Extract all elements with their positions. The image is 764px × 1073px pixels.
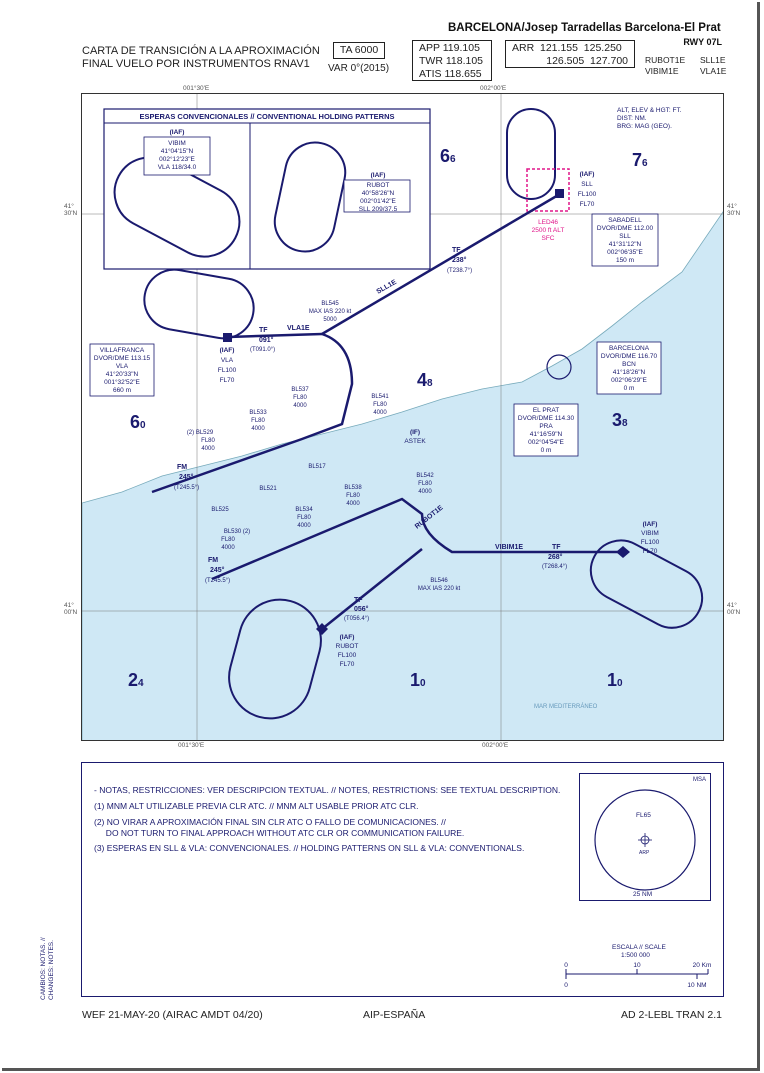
note-2: (2) NO VIRAR A APROXIMACIÓN FINAL SIN CLR ATC O FALLO DE COMUNICACIONES. //	[94, 817, 446, 827]
svg-text:056°: 056°	[354, 606, 369, 613]
sector-alt-5: 38	[612, 410, 628, 430]
svg-text:41°18'26"N: 41°18'26"N	[612, 369, 646, 376]
notes-panel	[81, 762, 724, 997]
svg-text:20 Km: 20 Km	[692, 962, 712, 969]
sector-alt-1: 66	[440, 146, 456, 166]
svg-text:(T056.4°): (T056.4°)	[344, 616, 370, 622]
scale-bar	[562, 959, 712, 989]
note-3: (3) ESPERAS EN SLL & VLA: CONVENCIONALES. // HOLDING PATTERNS ON SLL & VLA: CONVENTIONALS.	[94, 843, 525, 853]
frequency-box-right	[505, 40, 635, 68]
svg-text:(IAF): (IAF)	[339, 634, 355, 641]
svg-text:41°16'59"N: 41°16'59"N	[529, 431, 563, 438]
changes-note-es: CAMBIOS: NOTAS. //	[40, 937, 47, 1000]
svg-text:VIBIM: VIBIM	[641, 530, 659, 537]
svg-text:FL100: FL100	[640, 539, 660, 546]
svg-text:2500 ft ALT: 2500 ft ALT	[531, 227, 565, 234]
svg-text:DVOR/DME 116.70: DVOR/DME 116.70	[600, 353, 658, 360]
svg-text:VIBIM1E: VIBIM1E	[495, 544, 524, 551]
svg-text:ASTEK: ASTEK	[404, 438, 426, 445]
svg-text:660 m: 660 m	[112, 387, 132, 394]
svg-text:VIBIM: VIBIM	[168, 140, 186, 147]
svg-text:FL70: FL70	[339, 661, 355, 668]
svg-text:BL533: BL533	[249, 410, 267, 416]
svg-text:4000: 4000	[373, 410, 387, 416]
svg-text:FL80: FL80	[346, 493, 360, 499]
app-frequency: APP 119.105	[419, 42, 480, 54]
svg-text:4000: 4000	[418, 489, 432, 495]
fix-sll-iaf	[578, 171, 597, 208]
note-2-en: DO NOT TURN TO FINAL APPROACH WITHOUT ATC CLR OR COMMUNICATION FAILURE.	[94, 828, 465, 838]
svg-text:FL80: FL80	[293, 395, 307, 401]
sector-alt-6: 24	[128, 670, 144, 690]
svg-text:BL541: BL541	[371, 394, 389, 400]
scale-title: ESCALA // SCALE	[612, 944, 666, 951]
svg-text:BL545: BL545	[321, 301, 339, 307]
svg-text:FL80: FL80	[221, 537, 235, 543]
note-1: (1) MNM ALT UTILIZABLE PREVIA CLR ATC. // MNM ALT USABLE PRIOR ATC CLR.	[94, 801, 419, 811]
svg-text:0: 0	[564, 982, 568, 989]
svg-text:(T245.5°): (T245.5°)	[174, 485, 200, 491]
lon-label-top-left: 001°30'E	[183, 85, 210, 92]
svg-text:BL525: BL525	[211, 507, 229, 513]
svg-text:245°: 245°	[210, 567, 225, 574]
svg-text:4000: 4000	[346, 501, 360, 507]
holdings-box-title: ESPERAS CONVENCIONALES // CONVENTIONAL HOLDING PATTERNS	[139, 112, 395, 121]
svg-text:DIST: NM.: DIST: NM.	[617, 115, 647, 122]
svg-text:MAX IAS 220 kt: MAX IAS 220 kt	[417, 586, 461, 592]
procedure-sll1e: SLL1E	[700, 55, 726, 65]
svg-text:SLL: SLL	[581, 181, 593, 188]
arr-frequency-2: 126.505 127.700	[546, 55, 628, 67]
svg-text:SLL: SLL	[619, 233, 631, 240]
lon-label-bottom-left: 001°30'E	[178, 742, 205, 749]
chart-map-svg	[82, 94, 724, 741]
svg-text:(T268.4°): (T268.4°)	[542, 564, 568, 570]
navaid-elprat	[514, 404, 578, 456]
svg-text:(T091.0°): (T091.0°)	[250, 347, 276, 353]
svg-text:4000: 4000	[201, 446, 215, 452]
svg-text:002°12'23"E: 002°12'23"E	[159, 156, 195, 163]
svg-text:BL517: BL517	[308, 464, 326, 470]
sector-alt-2: 76	[632, 150, 648, 170]
svg-text:238°: 238°	[452, 257, 467, 264]
magnetic-variation: VAR 0°(2015)	[328, 63, 390, 74]
svg-text:4000: 4000	[293, 403, 307, 409]
svg-text:4000: 4000	[297, 523, 311, 529]
svg-text:BARCELONA: BARCELONA	[608, 345, 650, 352]
sector-alt-7: 10	[410, 670, 426, 690]
svg-text:4000: 4000	[221, 545, 235, 551]
note-general: - NOTAS, RESTRICCIONES: VER DESCRIPCION TEXTUAL. // NOTES, RESTRICTIONS: SEE TEXTUAL DESCRIPTION.	[94, 785, 561, 795]
svg-text:BL542: BL542	[416, 473, 434, 479]
svg-text:LED46: LED46	[538, 219, 558, 226]
svg-text:268°: 268°	[548, 554, 563, 561]
svg-text:VILLAFRANCA: VILLAFRANCA	[99, 347, 145, 354]
vla1e-route	[228, 334, 322, 337]
svg-text:FL80: FL80	[251, 418, 265, 424]
svg-text:TF: TF	[552, 544, 561, 551]
svg-text:002°06'35"E: 002°06'35"E	[607, 249, 643, 256]
lat-label-lower-left: 41° 00'N	[64, 602, 78, 616]
publication-name: AIP-ESPAÑA	[363, 1009, 426, 1021]
svg-text:002°04'54"E: 002°04'54"E	[528, 439, 564, 446]
changes-note-en: CHANGES: NOTES.	[48, 940, 55, 1000]
svg-text:FL100: FL100	[217, 367, 237, 374]
procedure-rubot1e: RUBOT1E	[645, 55, 686, 65]
sll-holding-pattern	[507, 109, 555, 199]
svg-text:FL70: FL70	[642, 548, 658, 555]
svg-text:41°04'15"N: 41°04'15"N	[160, 148, 194, 155]
svg-text:002°06'29"E: 002°06'29"E	[611, 377, 647, 384]
navaid-barcelona	[597, 342, 661, 394]
svg-text:PRA: PRA	[539, 423, 553, 430]
msa-circle-svg	[580, 774, 710, 900]
runway-designator: RWY 07L	[683, 37, 722, 47]
atis-frequency: ATIS 118.655	[419, 68, 482, 80]
navaid-sabadell	[592, 214, 658, 266]
navaid-villafranca	[90, 344, 154, 396]
svg-text:BL546: BL546	[430, 578, 448, 584]
svg-text:(IAF): (IAF)	[370, 172, 386, 179]
chart-title-line1: CARTA DE TRANSICIÓN A LA APROXIMACIÓN	[82, 45, 320, 57]
svg-text:SLL 209/37.5: SLL 209/37.5	[358, 206, 398, 213]
svg-text:BL521: BL521	[259, 486, 277, 492]
svg-text:FL80: FL80	[373, 402, 387, 408]
svg-text:VLA 118/34.0: VLA 118/34.0	[157, 164, 197, 171]
fix-vla-iaf	[218, 347, 237, 384]
changes-note	[40, 937, 56, 1000]
svg-text:002°01'42"E: 002°01'42"E	[360, 198, 396, 205]
svg-text:(IAF): (IAF)	[642, 521, 658, 528]
lat-label-upper-right: 41° 30'N	[727, 203, 741, 217]
units-note	[617, 107, 682, 130]
svg-text:0 m: 0 m	[540, 447, 552, 454]
procedure-vla1e: VLA1E	[700, 66, 727, 76]
svg-text:DVOR/DME 112.00: DVOR/DME 112.00	[596, 225, 654, 232]
svg-text:EL PRAT: EL PRAT	[532, 407, 560, 414]
msa-center-label: ARP	[639, 850, 650, 856]
approach-chart-map	[81, 93, 724, 741]
svg-text:4000: 4000	[251, 426, 265, 432]
svg-text:245°: 245°	[179, 474, 194, 481]
svg-text:41°31'12"N: 41°31'12"N	[608, 241, 642, 248]
svg-text:001°32'52"E: 001°32'52"E	[104, 379, 140, 386]
svg-text:SLL1E: SLL1E	[375, 278, 398, 296]
svg-text:0: 0	[564, 962, 568, 969]
svg-text:FL80: FL80	[201, 438, 215, 444]
chart-reference: AD 2-LEBL TRAN 2.1	[621, 1009, 722, 1021]
svg-text:(IAF): (IAF)	[579, 171, 595, 178]
sector-alt-8: 10	[607, 670, 623, 690]
svg-text:SABADELL: SABADELL	[608, 217, 642, 224]
sea-label: MAR MEDITERRÁNEO	[534, 704, 598, 710]
svg-text:DVOR/DME 114.30: DVOR/DME 114.30	[517, 415, 575, 422]
effective-date: WEF 21-MAY-20 (AIRAC AMDT 04/20)	[82, 1009, 263, 1021]
svg-text:VLA: VLA	[115, 363, 129, 370]
svg-text:0 m: 0 m	[623, 385, 635, 392]
svg-text:FM: FM	[177, 464, 188, 471]
msa-radius: 25 NM	[633, 891, 653, 898]
svg-text:MAX IAS 220 kt: MAX IAS 220 kt	[308, 309, 352, 315]
svg-text:FL80: FL80	[418, 481, 432, 487]
lon-label-top-right: 002°00'E	[480, 85, 507, 92]
scale-ratio: 1:500 000	[621, 952, 650, 959]
lon-label-bottom-right: 002°00'E	[482, 742, 509, 749]
svg-text:BCN: BCN	[622, 361, 636, 368]
svg-text:150 m: 150 m	[615, 257, 635, 264]
svg-text:BL534: BL534	[295, 507, 313, 513]
svg-text:FL70: FL70	[579, 201, 595, 208]
msa-diagram	[579, 773, 711, 901]
svg-text:(IAF): (IAF)	[169, 129, 185, 136]
svg-text:BL530 (2): BL530 (2)	[223, 529, 251, 535]
airport-name: BARCELONA/Josep Tarradellas Barcelona-El Prat	[448, 22, 721, 34]
svg-text:10 NM: 10 NM	[687, 982, 707, 989]
transition-altitude-box: TA 6000	[333, 42, 385, 59]
svg-text:ALT, ELEV & HGT: FT.: ALT, ELEV & HGT: FT.	[617, 107, 682, 114]
lat-label-upper-left: 41° 30'N	[64, 203, 78, 217]
svg-text:(IAF): (IAF)	[219, 347, 235, 354]
svg-text:(T238.7°): (T238.7°)	[447, 268, 473, 274]
svg-text:(IF): (IF)	[409, 429, 421, 436]
msa-altitude: FL65	[636, 812, 651, 819]
led46-label	[532, 219, 565, 242]
svg-text:TF: TF	[452, 247, 461, 254]
procedure-vibim1e: VIBIM1E	[645, 66, 679, 76]
svg-text:FL100: FL100	[337, 652, 357, 659]
svg-text:FL70: FL70	[219, 377, 235, 384]
lat-label-lower-right: 41° 00'N	[727, 602, 741, 616]
svg-text:VLA: VLA	[220, 357, 234, 364]
frequency-box-left	[412, 40, 492, 81]
svg-text:TF: TF	[259, 327, 268, 334]
arr-frequency-1: ARR 121.155 125.250	[512, 42, 622, 54]
svg-text:FL80: FL80	[297, 515, 311, 521]
svg-text:VLA1E: VLA1E	[287, 325, 310, 332]
svg-text:FL100: FL100	[577, 191, 597, 198]
svg-text:41°20'33"N: 41°20'33"N	[105, 371, 139, 378]
svg-text:RUBOT1E: RUBOT1E	[413, 504, 445, 531]
svg-text:5000: 5000	[323, 317, 337, 323]
svg-text:10: 10	[633, 962, 641, 969]
svg-text:TF: TF	[354, 597, 363, 604]
svg-text:RUBOT: RUBOT	[366, 182, 390, 189]
vla-holding-pattern	[140, 265, 259, 343]
sector-alt-4: 60	[130, 412, 146, 432]
svg-text:(2) BL529: (2) BL529	[186, 430, 214, 436]
svg-text:SFC: SFC	[541, 235, 555, 242]
svg-text:BL537: BL537	[291, 387, 309, 393]
chart-title-line2: FINAL VUELO POR INSTRUMENTOS RNAV1	[82, 58, 310, 70]
svg-text:091°: 091°	[259, 337, 274, 344]
svg-text:BL538: BL538	[344, 485, 362, 491]
svg-text:(T245.5°): (T245.5°)	[205, 578, 231, 584]
msa-label: MSA	[692, 777, 706, 783]
svg-text:DVOR/DME 113.15: DVOR/DME 113.15	[93, 355, 151, 362]
svg-text:BRG: MAG (GEO).: BRG: MAG (GEO).	[617, 123, 672, 130]
svg-text:RUBOT: RUBOT	[335, 643, 359, 650]
twr-frequency: TWR 118.105	[419, 55, 483, 67]
sector-alt-3: 48	[417, 370, 433, 390]
svg-text:40°58'26"N: 40°58'26"N	[361, 190, 395, 197]
svg-text:FM: FM	[208, 557, 219, 564]
